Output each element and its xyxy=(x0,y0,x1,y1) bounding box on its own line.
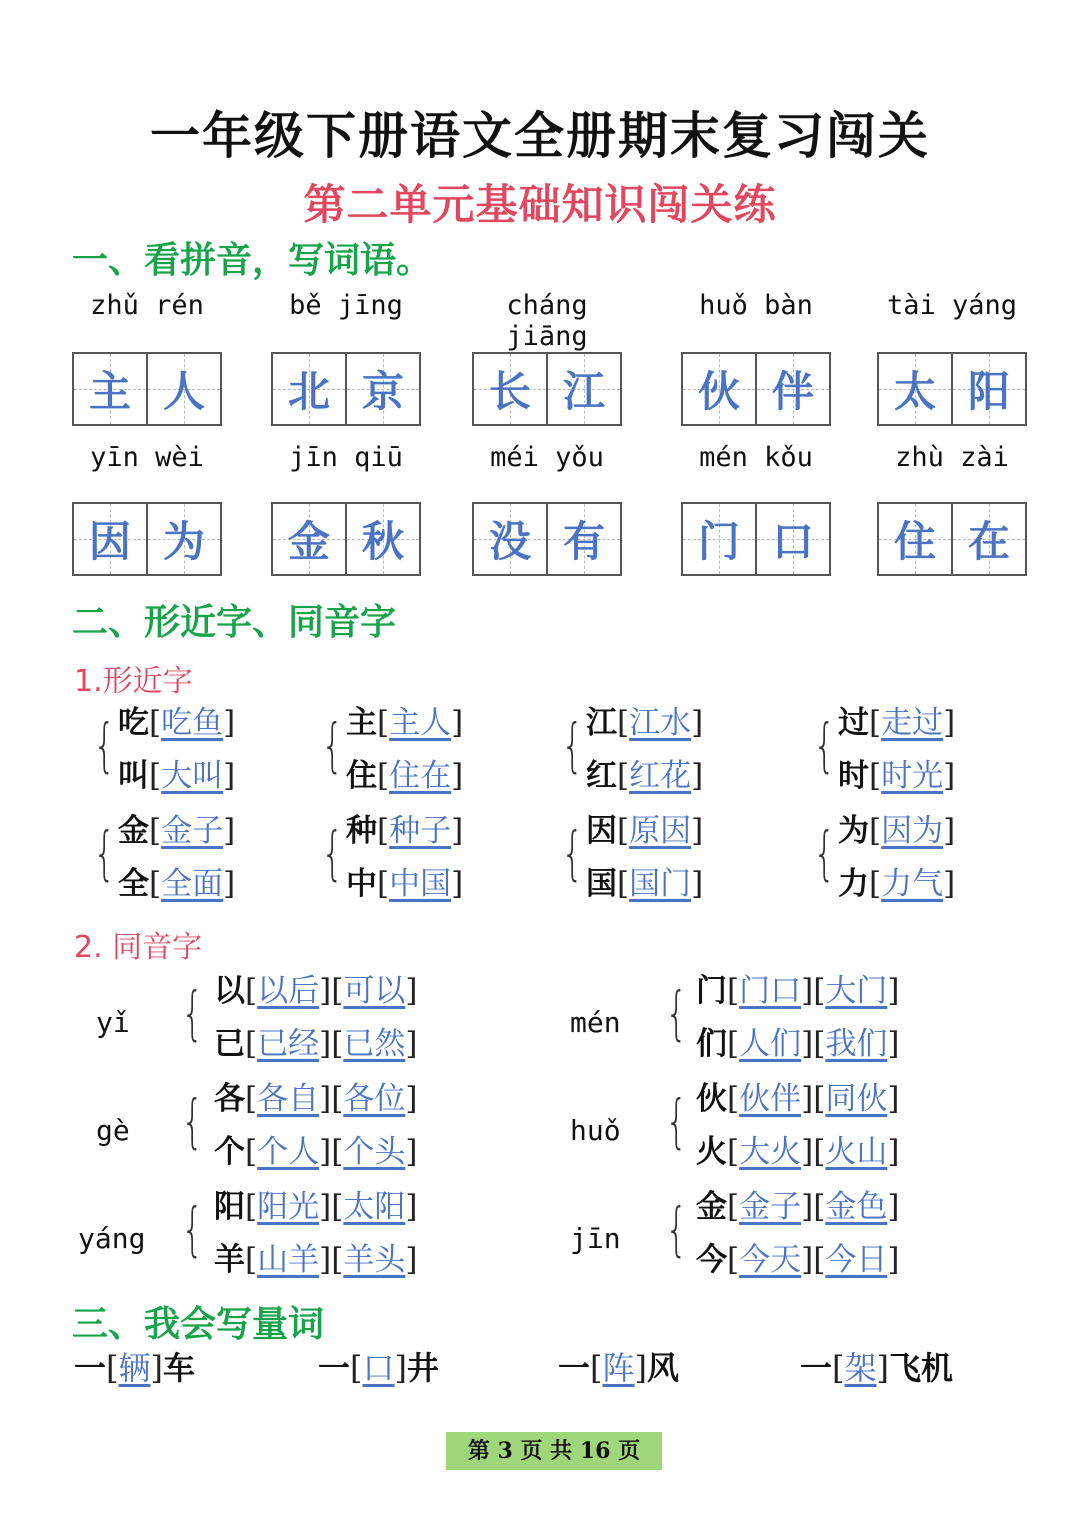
brace: { xyxy=(181,979,204,1047)
answer-text: 红花 xyxy=(629,758,692,794)
writing-box xyxy=(271,502,421,576)
answer-text: 因为 xyxy=(881,813,944,849)
bracket-right: ] xyxy=(394,1349,407,1387)
answer-text: 国门 xyxy=(629,866,692,902)
brace: { xyxy=(321,711,344,779)
homophone-row xyxy=(214,973,418,1009)
answer-text: 大火 xyxy=(739,1134,802,1170)
similar-row xyxy=(838,866,956,902)
bracket-left: [ xyxy=(149,758,162,794)
bracket-left: [ xyxy=(869,758,882,794)
answer-text: 走过 xyxy=(881,705,944,741)
bracket-right: ] xyxy=(634,1349,647,1387)
bracket-left: [ xyxy=(245,1242,258,1278)
answer-text: 种子 xyxy=(389,813,452,849)
answer-text: 架 xyxy=(844,1349,877,1387)
bracket-right: ] xyxy=(405,1026,418,1062)
answer-char: 伴 xyxy=(771,367,814,416)
similar-row xyxy=(838,813,956,849)
brace: { xyxy=(813,819,836,887)
homophone-row xyxy=(214,1242,418,1278)
bracket-left: [ xyxy=(617,866,630,902)
answer-text: 口 xyxy=(362,1349,395,1387)
answer-text: 大叫 xyxy=(161,758,224,794)
bracket-left: [ xyxy=(727,1026,740,1062)
homophone-row xyxy=(696,1189,900,1225)
similar-row xyxy=(118,866,236,902)
writing-cell xyxy=(273,354,345,424)
character: 今 xyxy=(696,1242,727,1278)
similar-row xyxy=(346,866,464,902)
answer-text: 个人 xyxy=(257,1134,320,1170)
similar-row xyxy=(118,758,236,794)
brace: { xyxy=(561,711,584,779)
answer-text: 以后 xyxy=(257,973,320,1009)
section1-heading: 一、看拼音，写词语。 xyxy=(72,239,433,281)
character: 金 xyxy=(118,813,149,849)
writing-cell xyxy=(755,354,829,424)
answer-text: 时光 xyxy=(881,758,944,794)
brace: { xyxy=(321,819,344,887)
writing-cell xyxy=(951,504,1025,574)
measure-prefix: 一 xyxy=(558,1349,591,1387)
homophone-pinyin: jīn xyxy=(570,1222,621,1255)
writing-cell xyxy=(683,504,755,574)
similar-row xyxy=(346,758,464,794)
character: 金 xyxy=(696,1189,727,1225)
brace: { xyxy=(93,711,116,779)
brace: { xyxy=(181,1195,204,1263)
bracket-left: [ xyxy=(149,813,162,849)
answer-text: 阵 xyxy=(602,1349,635,1387)
bracket-left: [ xyxy=(617,705,630,741)
similar-row xyxy=(118,705,236,741)
similar-row xyxy=(586,758,704,794)
bracket-right: ] xyxy=(319,1189,332,1225)
answer-text: 已然 xyxy=(343,1026,406,1062)
writing-cell xyxy=(755,504,829,574)
bracket-right: ] xyxy=(887,1081,900,1117)
bracket-left: [ xyxy=(727,973,740,1009)
answer-text: 阳光 xyxy=(257,1189,320,1225)
bracket-left: [ xyxy=(869,866,882,902)
character: 羊 xyxy=(214,1242,245,1278)
bracket-right: ] xyxy=(150,1349,163,1387)
answer-text: 金子 xyxy=(161,813,224,849)
bracket-right: ] xyxy=(451,813,464,849)
bracket-right: ] xyxy=(405,1081,418,1117)
homophone-pinyin: gè xyxy=(96,1114,130,1147)
answer-char: 京 xyxy=(361,367,404,416)
similar-row xyxy=(838,758,956,794)
similar-row xyxy=(586,705,704,741)
writing-cell xyxy=(683,354,755,424)
similar-row xyxy=(118,813,236,849)
bracket-right: ] xyxy=(801,1026,814,1062)
character: 火 xyxy=(696,1134,727,1170)
similar-row xyxy=(346,705,464,741)
answer-text: 可以 xyxy=(343,973,406,1009)
bracket-right: ] xyxy=(887,1134,900,1170)
similar-heading: 1.形近字 xyxy=(74,664,193,699)
bracket-right: ] xyxy=(319,1081,332,1117)
bracket-left: [ xyxy=(331,973,344,1009)
writing-cell xyxy=(879,354,951,424)
writing-cell xyxy=(474,504,546,574)
writing-cell xyxy=(146,354,220,424)
bracket-left: [ xyxy=(331,1189,344,1225)
similar-row xyxy=(346,813,464,849)
homophone-row xyxy=(696,1026,900,1062)
character: 因 xyxy=(586,813,617,849)
writing-box xyxy=(681,352,831,426)
answer-char: 阳 xyxy=(967,367,1010,416)
similar-row xyxy=(586,866,704,902)
character: 已 xyxy=(214,1026,245,1062)
pinyin-label: huǒ bàn xyxy=(699,290,813,321)
bracket-right: ] xyxy=(451,758,464,794)
character: 主 xyxy=(346,705,377,741)
bracket-left: [ xyxy=(590,1349,603,1387)
answer-text: 辆 xyxy=(118,1349,151,1387)
bracket-right: ] xyxy=(405,1134,418,1170)
character: 各 xyxy=(214,1081,245,1117)
answer-char: 北 xyxy=(287,367,330,416)
answer-char: 有 xyxy=(562,517,605,566)
measure-prefix: 一 xyxy=(800,1349,833,1387)
character: 力 xyxy=(838,866,869,902)
answer-text: 原因 xyxy=(629,813,692,849)
bracket-right: ] xyxy=(691,705,704,741)
bracket-left: [ xyxy=(331,1134,344,1170)
measure-noun: 风 xyxy=(647,1349,680,1387)
character: 中 xyxy=(346,866,377,902)
homophone-row xyxy=(214,1189,418,1225)
character: 江 xyxy=(586,705,617,741)
answer-char: 太 xyxy=(893,367,936,416)
bracket-right: ] xyxy=(223,813,236,849)
bracket-right: ] xyxy=(405,1242,418,1278)
bracket-right: ] xyxy=(801,973,814,1009)
pinyin-label: mén kǒu xyxy=(699,442,813,473)
similar-row xyxy=(838,705,956,741)
homophone-row xyxy=(214,1026,418,1062)
answer-text: 同伙 xyxy=(825,1081,888,1117)
bracket-right: ] xyxy=(801,1189,814,1225)
bracket-right: ] xyxy=(801,1242,814,1278)
homophone-row xyxy=(214,1081,418,1117)
character: 吃 xyxy=(118,705,149,741)
answer-text: 吃鱼 xyxy=(161,705,224,741)
section3-heading: 三、我会写量词 xyxy=(72,1303,325,1345)
answer-text: 金子 xyxy=(739,1189,802,1225)
brace: { xyxy=(93,819,116,887)
bracket-right: ] xyxy=(691,758,704,794)
bracket-right: ] xyxy=(223,705,236,741)
character: 们 xyxy=(696,1026,727,1062)
homophone-pinyin: yáng xyxy=(78,1222,146,1255)
writing-box xyxy=(681,502,831,576)
answer-char: 口 xyxy=(771,517,814,566)
answer-char: 住 xyxy=(893,517,936,566)
measure-item xyxy=(74,1349,196,1387)
brace: { xyxy=(665,1087,688,1155)
character: 住 xyxy=(346,758,377,794)
measure-prefix: 一 xyxy=(318,1349,351,1387)
character: 种 xyxy=(346,813,377,849)
answer-text: 已经 xyxy=(257,1026,320,1062)
answer-char: 秋 xyxy=(361,517,404,566)
bracket-left: [ xyxy=(617,758,630,794)
pinyin-label: cháng jiāng xyxy=(506,290,588,352)
bracket-right: ] xyxy=(223,758,236,794)
bracket-right: ] xyxy=(887,1242,900,1278)
pinyin-label: yīn wèi xyxy=(90,442,204,473)
bracket-right: ] xyxy=(943,813,956,849)
page-title: 一年级下册语文全册期末复习闯关 xyxy=(150,106,930,165)
writing-cell xyxy=(546,504,620,574)
bracket-right: ] xyxy=(319,973,332,1009)
character: 时 xyxy=(838,758,869,794)
writing-cell xyxy=(546,354,620,424)
bracket-left: [ xyxy=(813,1026,826,1062)
character: 阳 xyxy=(214,1189,245,1225)
writing-box xyxy=(877,352,1027,426)
answer-text: 各位 xyxy=(343,1081,406,1117)
writing-cell xyxy=(951,354,1025,424)
writing-cell xyxy=(146,504,220,574)
answer-text: 羊头 xyxy=(343,1242,406,1278)
answer-char: 为 xyxy=(162,517,205,566)
character: 过 xyxy=(838,705,869,741)
answer-text: 中国 xyxy=(389,866,452,902)
character: 全 xyxy=(118,866,149,902)
bracket-right: ] xyxy=(319,1026,332,1062)
answer-text: 大门 xyxy=(825,973,888,1009)
answer-text: 主人 xyxy=(389,705,452,741)
answer-char: 没 xyxy=(488,517,531,566)
bracket-left: [ xyxy=(331,1242,344,1278)
answer-text: 各自 xyxy=(257,1081,320,1117)
bracket-right: ] xyxy=(801,1081,814,1117)
measure-item xyxy=(800,1349,954,1387)
measure-item xyxy=(558,1349,680,1387)
answer-text: 今日 xyxy=(825,1242,888,1278)
brace: { xyxy=(181,1087,204,1155)
page-footer: 第 3 页 共 16 页 xyxy=(446,1432,662,1470)
pinyin-label: zhǔ rén xyxy=(90,290,204,321)
bracket-left: [ xyxy=(377,813,390,849)
bracket-right: ] xyxy=(887,1026,900,1062)
answer-text: 伙伴 xyxy=(739,1081,802,1117)
answer-text: 门口 xyxy=(739,973,802,1009)
bracket-right: ] xyxy=(801,1134,814,1170)
measure-noun: 飞机 xyxy=(889,1349,954,1387)
brace: { xyxy=(665,1195,688,1263)
homophone-pinyin: mén xyxy=(570,1006,621,1039)
brace: { xyxy=(561,819,584,887)
character: 个 xyxy=(214,1134,245,1170)
bracket-left: [ xyxy=(245,1081,258,1117)
pinyin-label: méi yǒu xyxy=(490,442,604,473)
bracket-right: ] xyxy=(943,866,956,902)
bracket-left: [ xyxy=(377,705,390,741)
writing-cell xyxy=(74,354,146,424)
answer-text: 个头 xyxy=(343,1134,406,1170)
answer-text: 山羊 xyxy=(257,1242,320,1278)
measure-prefix: 一 xyxy=(74,1349,107,1387)
answer-text: 力气 xyxy=(881,866,944,902)
answer-char: 人 xyxy=(162,367,205,416)
bracket-left: [ xyxy=(813,1134,826,1170)
measure-item xyxy=(318,1349,440,1387)
bracket-left: [ xyxy=(245,1026,258,1062)
answer-text: 金色 xyxy=(825,1189,888,1225)
writing-cell xyxy=(345,504,419,574)
bracket-left: [ xyxy=(869,813,882,849)
writing-box xyxy=(472,352,622,426)
writing-box xyxy=(271,352,421,426)
bracket-right: ] xyxy=(943,758,956,794)
bracket-right: ] xyxy=(319,1242,332,1278)
measure-noun: 车 xyxy=(163,1349,196,1387)
writing-cell xyxy=(273,504,345,574)
pinyin-label: zhù zài xyxy=(895,442,1009,473)
answer-text: 我们 xyxy=(825,1026,888,1062)
character: 以 xyxy=(214,973,245,1009)
page-subtitle: 第二单元基础知识闯关练 xyxy=(303,180,777,229)
bracket-right: ] xyxy=(451,866,464,902)
answer-text: 江水 xyxy=(629,705,692,741)
homophone-heading: 2. 同音字 xyxy=(74,930,203,965)
bracket-right: ] xyxy=(405,1189,418,1225)
character: 红 xyxy=(586,758,617,794)
bracket-right: ] xyxy=(223,866,236,902)
answer-text: 全面 xyxy=(161,866,224,902)
pinyin-label: jīn qiū xyxy=(289,442,403,473)
writing-box xyxy=(72,352,222,426)
writing-box xyxy=(72,502,222,576)
bracket-left: [ xyxy=(813,1242,826,1278)
writing-cell xyxy=(879,504,951,574)
writing-box xyxy=(877,502,1027,576)
answer-char: 在 xyxy=(967,517,1010,566)
answer-text: 住在 xyxy=(389,758,452,794)
answer-text: 火山 xyxy=(825,1134,888,1170)
bracket-left: [ xyxy=(727,1134,740,1170)
homophone-row xyxy=(214,1134,418,1170)
bracket-left: [ xyxy=(106,1349,119,1387)
bracket-left: [ xyxy=(331,1026,344,1062)
character: 国 xyxy=(586,866,617,902)
writing-box xyxy=(472,502,622,576)
bracket-left: [ xyxy=(813,973,826,1009)
answer-text: 太阳 xyxy=(343,1189,406,1225)
homophone-row xyxy=(696,1081,900,1117)
bracket-right: ] xyxy=(887,1189,900,1225)
answer-char: 伙 xyxy=(697,367,740,416)
brace: { xyxy=(813,711,836,779)
bracket-left: [ xyxy=(149,866,162,902)
bracket-left: [ xyxy=(727,1081,740,1117)
homophone-row xyxy=(696,973,900,1009)
bracket-left: [ xyxy=(149,705,162,741)
answer-char: 长 xyxy=(488,367,531,416)
answer-char: 金 xyxy=(287,517,330,566)
bracket-left: [ xyxy=(245,973,258,1009)
bracket-left: [ xyxy=(813,1081,826,1117)
answer-text: 今天 xyxy=(739,1242,802,1278)
homophone-row xyxy=(696,1242,900,1278)
character: 叫 xyxy=(118,758,149,794)
bracket-right: ] xyxy=(887,973,900,1009)
bracket-right: ] xyxy=(405,973,418,1009)
bracket-left: [ xyxy=(377,866,390,902)
writing-cell xyxy=(74,504,146,574)
bracket-right: ] xyxy=(451,705,464,741)
character: 伙 xyxy=(696,1081,727,1117)
bracket-right: ] xyxy=(876,1349,889,1387)
character: 为 xyxy=(838,813,869,849)
bracket-left: [ xyxy=(869,705,882,741)
bracket-right: ] xyxy=(691,813,704,849)
bracket-right: ] xyxy=(691,866,704,902)
brace: { xyxy=(665,979,688,1047)
answer-char: 因 xyxy=(88,517,131,566)
bracket-left: [ xyxy=(727,1189,740,1225)
section2-heading: 二、形近字、同音字 xyxy=(72,601,397,643)
character: 门 xyxy=(696,973,727,1009)
pinyin-label: tài yáng xyxy=(886,290,1018,321)
answer-text: 人们 xyxy=(739,1026,802,1062)
answer-char: 江 xyxy=(562,367,605,416)
bracket-left: [ xyxy=(245,1134,258,1170)
bracket-right: ] xyxy=(943,705,956,741)
bracket-left: [ xyxy=(350,1349,363,1387)
writing-cell xyxy=(345,354,419,424)
bracket-left: [ xyxy=(727,1242,740,1278)
homophone-pinyin: huǒ xyxy=(570,1114,621,1147)
answer-char: 门 xyxy=(697,517,740,566)
writing-cell xyxy=(474,354,546,424)
bracket-left: [ xyxy=(813,1189,826,1225)
homophone-row xyxy=(696,1134,900,1170)
bracket-left: [ xyxy=(245,1189,258,1225)
bracket-left: [ xyxy=(331,1081,344,1117)
bracket-left: [ xyxy=(617,813,630,849)
homophone-pinyin: yǐ xyxy=(96,1006,130,1039)
measure-noun: 井 xyxy=(407,1349,440,1387)
answer-char: 主 xyxy=(88,367,131,416)
similar-row xyxy=(586,813,704,849)
pinyin-label: bě jīng xyxy=(289,290,403,321)
bracket-left: [ xyxy=(377,758,390,794)
bracket-left: [ xyxy=(832,1349,845,1387)
bracket-right: ] xyxy=(319,1134,332,1170)
